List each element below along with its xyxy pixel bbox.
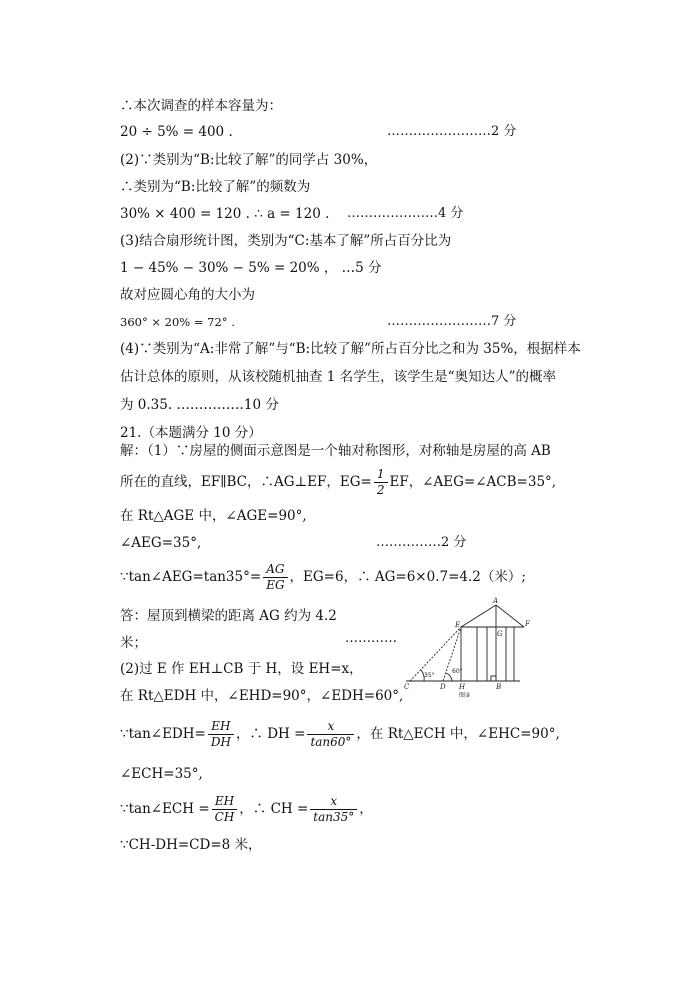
figure-caption: 图②	[459, 692, 471, 699]
label-d: D	[440, 683, 446, 691]
text-line-meters: 米；	[120, 635, 147, 651]
fraction-x-tan35: $\frac{x}{\tan 35^\circ}$	[310, 794, 357, 825]
fraction-x-tan60: $\frac{x}{\tan 60^\circ}$	[307, 719, 354, 750]
label-h: H	[459, 683, 466, 691]
score-dots-answer: …………	[345, 631, 397, 646]
text-line-part3: (3)结合扇形统计图，类别为“C:基本了解”所占百分比为	[120, 233, 452, 249]
score-7: ……………………7 分	[387, 314, 517, 329]
text-line-calc-20: 1 − 45% − 30% − 5% = 20% ， …5 分	[120, 260, 382, 276]
text-line-rt-edh: 在 Rt△EDH 中，∠EHD=90°，∠EDH=60°,	[120, 688, 404, 704]
score-2: ……………………2 分	[387, 124, 517, 139]
right-angle-marker	[491, 676, 496, 681]
text-line-tan-ech: ∵tan∠ECH = $\frac{EH}{CH}$ ，∴ CH = $\frac{x}{\tan 35^\circ}$ ，	[120, 794, 373, 824]
fraction-ag-eg: $\frac{AG}{EG}$	[263, 562, 287, 593]
text-line-part4-cont: 估计总体的原则，从该校随机抽查 1 名学生，该学生是“奥知达人”的概率	[120, 369, 556, 385]
text-line-calc-72: 360° × 20% = 72° .	[120, 315, 235, 329]
score-4: …………………4 分	[347, 206, 464, 221]
text-line-part2: (2)∵类别为“B:比较了解”的同学占 30%，	[120, 152, 378, 168]
label-e: E	[455, 621, 461, 629]
text-line-solution-intro: 解：（1）∵房屋的侧面示意图是一个轴对称图形，对称轴是房屋的高 AB	[120, 443, 551, 459]
label-f: F	[525, 620, 530, 628]
text-line-calc-120: 30% × 400 = 120 . ∴ a = 120 .	[120, 206, 330, 222]
score-2b: ……………2 分	[376, 535, 467, 550]
text-line-ef-bc: 所在的直线，EF∥BC，∴AG⊥EF，EG= $\frac{1}{2}$ EF，∠AEG=∠ACB=35°,	[120, 467, 557, 497]
fraction-eh-dh: $\frac{EH}{DH}$	[208, 719, 234, 750]
angle-60-label: 60°	[452, 668, 463, 675]
label-g: G	[497, 630, 503, 638]
text-line-ech-35: ∠ECH=35°,	[120, 766, 203, 782]
angle-35-label: 35°	[424, 672, 435, 679]
text-line-aeg-35: ∠AEG=35°,	[120, 535, 202, 551]
roof-left	[461, 605, 496, 627]
text-line-ch-dh-cd: ∵CH-DH=CD=8 米，	[120, 837, 262, 853]
text-line-part4: (4)∵类别为“A:非常了解”与“B:比较了解”所占百分比之和为 35%，根据样本	[120, 341, 581, 357]
roof-right	[496, 605, 524, 627]
text-line-probability: 为 0.35. ……………10 分	[120, 397, 279, 413]
text-line-part2-eh: (2)过 E 作 EH⊥CB 于 H，设 EH=x，	[120, 661, 363, 677]
text-line-rt-age: 在 Rt△AGE 中，∠AGE=90°,	[120, 508, 307, 524]
label-b: B	[496, 683, 502, 691]
text-line-tan-aeg: ∵tan∠AEG=tan35°= $\frac{AG}{EG}$ ，EG=6，∴ AG=6×0.7=4.2（米）;	[120, 562, 526, 592]
label-c: C	[404, 683, 410, 691]
label-a: A	[493, 597, 499, 605]
text-line-frequency: ∴类别为“B:比较了解”的频数为	[120, 179, 311, 195]
house-figure	[402, 597, 532, 699]
text-line-sample-size: ∴本次调查的样本容量为：	[120, 98, 282, 114]
text-line-angle-intro: 故对应圆心角的大小为	[120, 287, 255, 303]
text-line-answer-ag: 答：屋顶到横梁的距离 AG 约为 4.2	[120, 608, 337, 624]
question-21-heading: 21.（本题满分 10 分）	[120, 425, 262, 441]
text-line-calc-400: 20 ÷ 5% = 400 .	[120, 124, 233, 140]
text-line-tan-edh: ∵tan∠EDH= $\frac{EH}{DH}$ ，∴ DH = $\frac{x}{\tan 60^\circ}$ ，在 Rt△ECH 中，∠EHC=90°,	[120, 719, 560, 749]
fraction-eh-ch: $\frac{EH}{CH}$	[212, 794, 238, 825]
fraction-one-half: $\frac{1}{2}$	[374, 467, 388, 498]
